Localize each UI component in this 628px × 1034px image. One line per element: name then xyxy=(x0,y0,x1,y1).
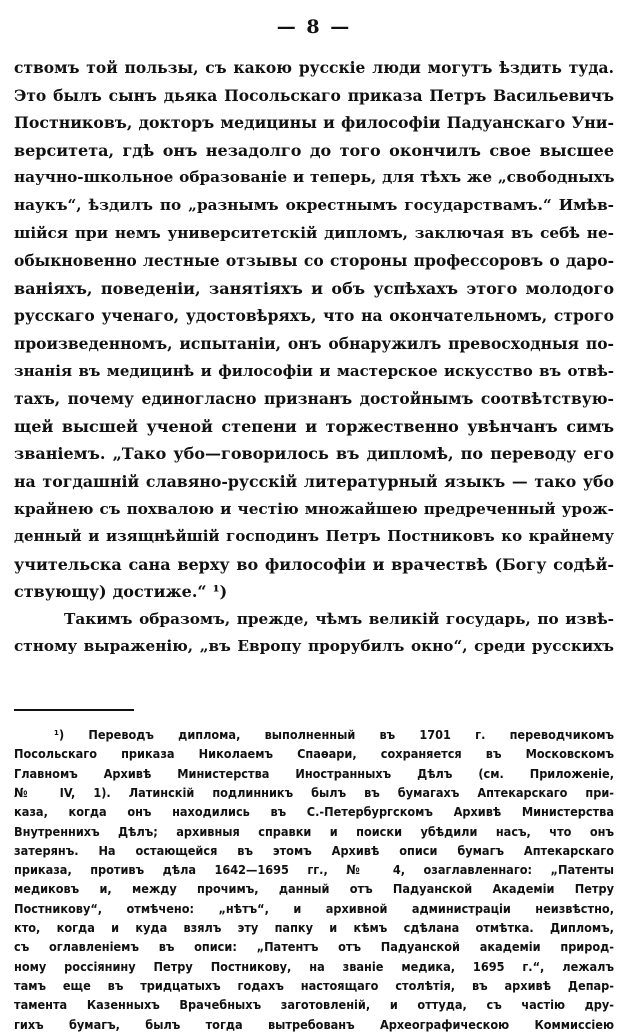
text-line: крайнею съ похвалою и честію множайшею предреченный урож- xyxy=(14,499,614,518)
text-line: Это былъ сынъ дьяка Посольскаго приказа Петръ Васильевичъ xyxy=(14,85,614,105)
footnote-line: Посольскаго приказа Николаемъ Спаѳари, сохраняется въ Московскомъ xyxy=(14,746,614,762)
footnote-line: затерянъ. На остающейся въ этомъ Архивѣ описи бумагъ Аптекарскаго xyxy=(14,842,614,858)
text-line: ваніяхъ, поведеніи, занятіяхъ и объ успѣхахъ этого молодого xyxy=(14,278,614,298)
footnote-line: тамента Казенныхъ Врачебныхъ заготовленій, и оттуда, съ частію дру- xyxy=(14,997,614,1013)
text-line: шійся при немъ университетскій дипломъ, заключая въ себѣ не- xyxy=(14,223,614,242)
footnote-line: приказа, противъ дѣла 1642—1695 гг., № 4, озаглавленнаго: „Патенты xyxy=(14,862,614,878)
footnote xyxy=(14,725,614,1034)
page-number: — 8 — xyxy=(276,16,352,38)
footnote-line: ¹) Переводъ диплома, выполненный въ 1701 г. переводчикомъ xyxy=(54,727,614,743)
footnote-line: медиковъ и, между прочимъ, данный отъ Падуанской Академіи Петру xyxy=(14,881,614,897)
footnote-line: кто, когда и куда взялъ эту папку и кѣмъ сдѣлана отмѣтка. Дипломъ, xyxy=(14,920,614,936)
text-line: русскаго ученаго, удостовѣряхъ, что на окончательномъ, строго xyxy=(14,306,614,326)
text-line: Постниковъ, докторъ медицины и философіи Падуанскаго Уни- xyxy=(14,113,614,133)
text-line: денный и изящнѣйшій господинъ Петръ Постниковъ ко крайнему xyxy=(14,527,614,546)
text-line: тахъ, почему единогласно признанъ достойнымъ соотвѣтствую- xyxy=(14,389,614,409)
footnote-line: Внутреннихъ Дѣлъ; архивныя справки и поиски убѣдили насъ, что онъ xyxy=(14,823,614,839)
text-line: щей высшей ученой степени и торжественно увѣнчанъ симъ xyxy=(14,416,614,436)
footnote-line: № IV, 1). Латинскій подлинникъ былъ въ бумагахъ Аптекарскаго при- xyxy=(14,784,614,800)
book-page xyxy=(14,12,614,1034)
footnote-line: гихъ бумагъ, былъ тогда вытребованъ Археографическою Коммиссіею xyxy=(14,1016,614,1032)
footnote-divider xyxy=(14,709,134,711)
text-line: верситета, гдѣ онъ незадолго до того окончилъ свое высшее xyxy=(14,140,614,160)
footnote-line: Постникову“, отмѣчено: „нѣтъ“, и архивной администраціи неизвѣстно, xyxy=(14,900,614,916)
footnote-line: каза, когда онъ находились въ С.-Петербургскомъ Архивѣ Министерства xyxy=(14,804,614,820)
footnote-line: ному россіянину Петру Постникову, на званіе медика, 1695 г.“, лежалъ xyxy=(14,958,614,974)
text-line: произведенномъ, испытаніи, онъ обнаружилъ превосходныя по- xyxy=(14,333,614,353)
footnote-line: тамъ еще въ тридцатыхъ годахъ настоящаго столѣтія, въ архивѣ Депар- xyxy=(14,977,614,993)
main-text xyxy=(14,54,614,661)
text-line: знанія въ медицинѣ и философіи и мастерское искусство въ отвѣ- xyxy=(14,361,614,380)
text-line: учительска сана верху во философіи и врачествѣ (Богу содѣй- xyxy=(14,554,614,574)
footnote-line: Главномъ Архивѣ Министерства Иностранныхъ Дѣлъ (см. Приложеніе, xyxy=(14,765,614,781)
text-line: наукъ“, ѣздилъ по „разнымъ окрестнымъ государствамъ.“ Имѣв- xyxy=(14,195,614,214)
footnote-line: съ оглавленіемъ въ описи: „Патентъ отъ Падуанской академіи природ- xyxy=(14,939,614,955)
text-line: стному выраженію, „въ Европу прорубилъ окно“, среди русскихъ xyxy=(14,637,614,656)
text-line: Такимъ образомъ, прежде, чѣмъ великій государь, по извѣ- xyxy=(64,609,614,628)
text-line: научно-школьное образованіе и теперь, для тѣхъ же „свободныхъ xyxy=(14,168,615,187)
paragraph-1 xyxy=(14,54,614,606)
text-line: ствомъ той пользы, съ какою русскіе люди могутъ ѣздить туда. xyxy=(14,58,614,77)
text-line: обыкновенно лестные отзывы со стороны профессоровъ о даро- xyxy=(14,251,614,271)
text-line: на тогдашній славяно-русскій литературный языкъ — тако убо xyxy=(14,471,614,491)
text-line: ствующу) достиже.“ ¹) xyxy=(14,582,228,602)
paragraph-2 xyxy=(14,606,614,661)
text-line: званіемъ. „Тако убо—говорилось въ дипломѣ, по переводу его xyxy=(14,444,614,464)
